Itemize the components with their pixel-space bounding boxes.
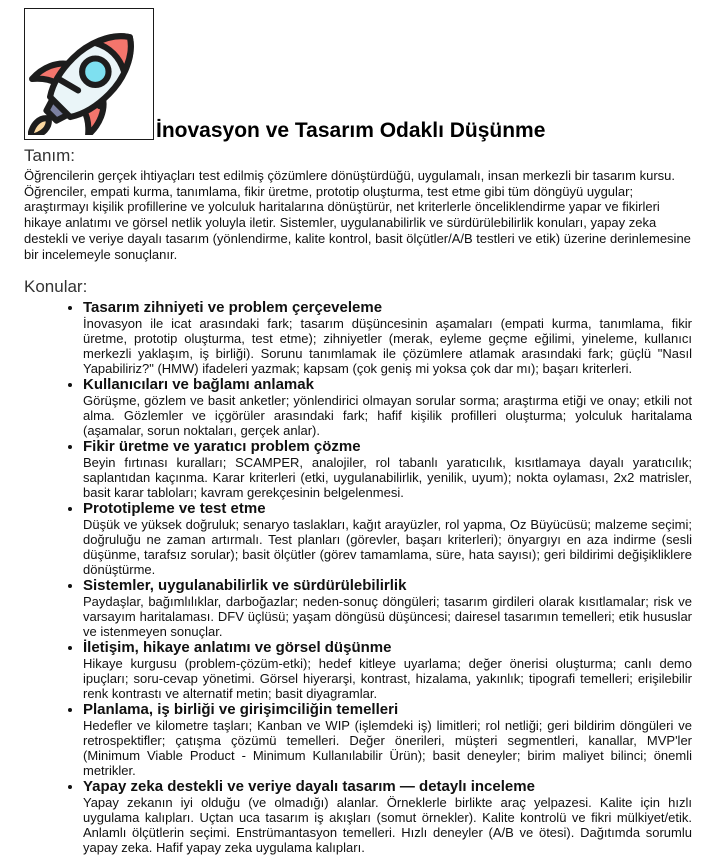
header: [24, 8, 692, 140]
topic-item: [83, 639, 692, 701]
topic-body: Hedefler ve kilometre taşları; Kanban ve WIP (işlemdeki iş) limitleri; rol netliği; geri bildirim döngüleri ve retrospektifler; çatışma çözümü temelleri. Değer önerileri, müşteri segmentleri, kanallar, MVP'ler (Minimum Viable Product - Minimum Kullanılabilir Ürün); basit deneyler; birim maliyet bilinci; önemli metrikler.: [83, 718, 692, 779]
topic-body: Hikaye kurgusu (problem-çözüm-etki); hedef kitleye uyarlama; değer önerisi oluşturma; canlı demo ipuçları; soru-cevap yönetimi. Görsel hiyerarşi, kontrast, hizalama, yakınlık; tipografi temelleri; erişilebilir renk kontrastı ve alternatif metin; basit diyagramlar.: [83, 656, 692, 702]
rocket-flame: [28, 114, 53, 135]
topic-item: [83, 778, 692, 855]
rocket-icon: [28, 13, 150, 135]
topic-body: Paydaşlar, bağımlılıklar, darboğazlar; neden-sonuç döngüleri; tasarım girdileri olarak kısıtlamalar; risk ve varsayım haritalaması. DFV üçlüsü; yaşam döngüsü düşüncesi; dairesel tasarımın temelleri; etik hususlar ve istenmeyen sonuçlar.: [83, 594, 692, 640]
page-title: İnovasyon ve Tasarım Odaklı Düşünme: [156, 119, 546, 142]
topics-heading: Konular:: [24, 277, 88, 297]
topic-body: İnovasyon ile icat arasındaki fark; tasarım düşüncesinin aşamaları (empati kurma, tanımlama, fikir üretme, prototip oluşturma, test etme); zihniyetler (merak, eyleme geçme eğilimi, yineleme, kullanıcı merkezli yaklaşım, iş birliği). Sorunu tanımlamak ile çözümlere atlamak arasındaki fark; güçlü "Nasıl Yapabiliriz?" (HMW) ifadeleri yazmak; kapsam (çok geniş mi yoksa çok dar mı); başarı kriterleri.: [83, 316, 692, 377]
topic-item: [83, 577, 692, 639]
topic-title: • Yapay zeka destekli ve veriye dayalı tasarım — detaylı inceleme: [83, 778, 535, 796]
topic-body: Düşük ve yüksek doğruluk; senaryo taslakları, kağıt arayüzler, rol yapma, Oz Büyücüsü; malzeme seçimi; doğruluğu ne zaman artırmalı. Test planları (görevler, başarı kriterleri); önyargıyı en aza indirme (sesli düşünme, tarafsız sorular); basit ölçütler (görev tamamlama, süre, hata sayısı); geri bildirimi değişikliklere dönüştürme.: [83, 517, 692, 578]
definition-heading: Tanım:: [24, 146, 76, 165]
topic-body: Görüşme, gözlem ve basit anketler; yönlendirici olmayan sorular sorma; araştırma etiği ve onay; etkili not alma. Gözlemler ve içgörüler arasındaki fark; hafif kişilik profilleri oluşturma; yolculuk haritalama (aşamalar, sorun noktaları, gerçek anlar).: [83, 393, 692, 439]
rocket-icon-art: [28, 13, 150, 135]
definition-body: Öğrencilerin gerçek ihtiyaçları test edilmiş çözümlere dönüştürdüğü, uygulamalı, insan merkezli bir tasarım kursu. Öğrenciler, empati kurma, tanımlama, fikir üretme, prototip oluşturma, test etme gibi tüm döngüyü uygular; araştırmayı kişilik profillerine ve yolculuk haritalarına dönüştürür, net kriterlerle önceliklendirme yapar ve fikirleri hikaye anlatımı ve görsel netlik yoluyla iletir. Sistemler, uygulanabilirlik ve sürdürülebilirlik konuları, yapay zeka destekli ve veriye dayalı tasarım (yönlendirme, kalite kontrol, basit ölçütler/A/B testleri ve etik) üzerine derinlemesine bir incelemeyle sonuçlanır.: [24, 168, 691, 262]
topic-title: • İletişim, hikaye anlatımı ve görsel düşünme: [83, 639, 392, 657]
topic-item: [83, 438, 692, 500]
course-logo-box: [24, 8, 154, 140]
topic-item: [83, 376, 692, 438]
topic-body: Beyin fırtınası kuralları; SCAMPER, analojiler, rol tabanlı yaratıcılık, kısıtlamaya dayalı yaratıcılık; saplantıdan kaçınma. Karar kriterleri (etki, uygulanabilirlik, yenilik, uyum); nokta oylaması, 2x2 matrisler, basit karar tabloları; kavram gerekçesinin belgelenmesi.: [83, 455, 692, 501]
topic-title: • Prototipleme ve test etme: [83, 500, 266, 518]
topic-item: [83, 500, 692, 577]
topic-body: Yapay zekanın iyi olduğu (ve olmadığı) alanlar. Örneklerle birlikte araç yelpazesi. Kalite için hızlı uygulama kalıpları. Uçtan uca tasarım iş akışları (somut örnekler). Kalite kontrolü ve fikri mülkiyet/etik. Anlamlı ölçütlerin seçimi. Enstrümantasyon temelleri. Hızlı deneyler (A/B ve ötesi). Dağıtımda sorumlu yapay zeka. Hafif yapay zeka uygulama kalıpları.: [83, 795, 692, 855]
topic-item: [83, 701, 692, 778]
topic-title: • Tasarım zihniyeti ve problem çerçeveleme: [83, 299, 383, 317]
topic-title: • Kullanıcıları ve bağlamı anlamak: [83, 376, 314, 394]
topic-title: • Fikir üretme ve yaratıcı problem çözme: [83, 438, 361, 456]
topic-item: [83, 299, 692, 376]
topic-title: • Planlama, iş birliği ve girişimciliğin temelleri: [83, 701, 399, 719]
topics-list: [24, 299, 692, 855]
topic-title: • Sistemler, uygulanabilirlik ve sürdürülebilirlik: [83, 577, 407, 595]
